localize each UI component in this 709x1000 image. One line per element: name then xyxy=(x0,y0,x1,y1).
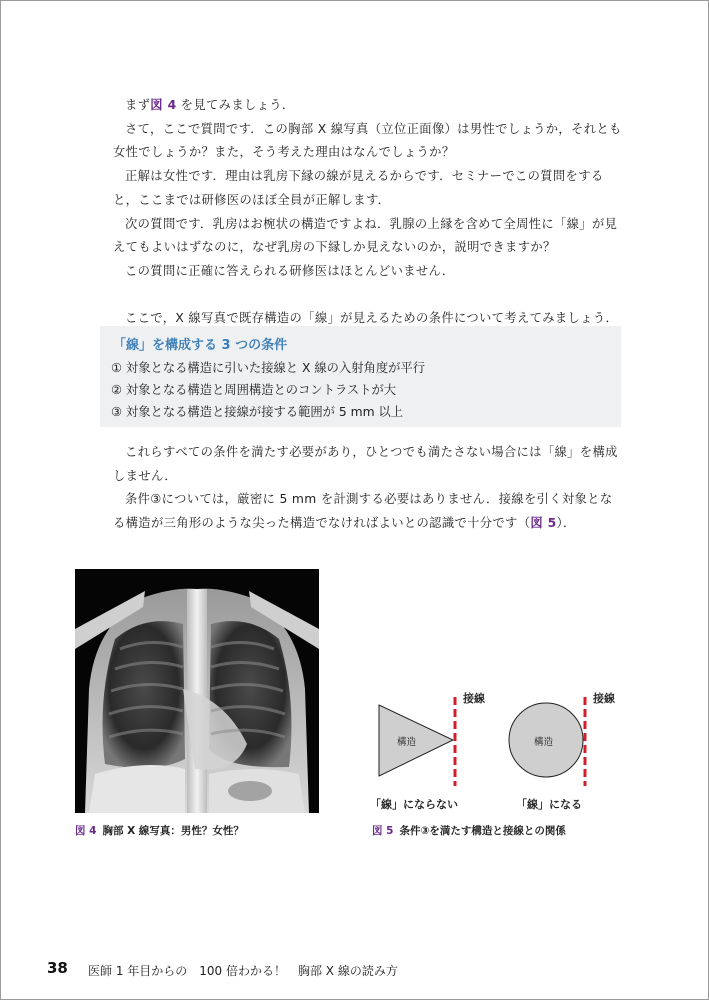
figure-5-diagram xyxy=(370,688,620,818)
paragraph: さて，ここで質問です．この胸部 X 線写真（立位正面像）は男性でしょうか，それとも女性でしょうか？また，そう考えた理由はなんでしょうか？ xyxy=(113,121,622,160)
condition-item: ① 対象となる構造に引いた接線と X 線の入射角度が平行 xyxy=(111,361,426,375)
paragraph: 次の質問です．乳房はお椀状の構造ですよね．乳腺の上縁を含めて全周性に「線」が見えてもよいはずなのに，なぜ乳房の下縁しか見えないのか，説明できますか？ xyxy=(113,216,618,255)
paragraph: まず図 4 を見てみましょう． xyxy=(125,98,295,112)
label-is-line: 「線」になる xyxy=(516,798,582,811)
condition-item: ② 対象となる構造と周囲構造とのコントラストが大 xyxy=(111,383,397,397)
label-not-line: 「線」にならない xyxy=(370,798,458,811)
paragraph: 正解は女性です．理由は乳房下縁の線が見えるからです．セミナーでこの質問をすると，ここまでは研修医のほぼ全員が正解します． xyxy=(113,169,604,207)
structure-label-triangle: 構造 xyxy=(397,737,417,748)
condition-item: ③ 対象となる構造と接線が接する範囲が 5 mm 以上 xyxy=(111,405,404,419)
figure-reference[interactable]: 図 4 xyxy=(150,98,177,112)
body-text-lower xyxy=(113,441,623,536)
paragraph: 条件③については，厳密に 5 mm を計測する必要はありません．接線を引く対象となる構造が三角形のような尖った構造でなければよいとの認識で十分です（図 5）． xyxy=(113,492,613,531)
running-footer: 医師 1 年目からの 100 倍わかる！ 胸部 X 線の読み方 xyxy=(88,964,398,978)
figure-4-number: 図 4 xyxy=(75,825,97,837)
conditions-box xyxy=(100,326,621,427)
tangent-label-right: 接線 xyxy=(593,692,615,705)
figure-5-caption: 図 5 条件③を満たす構造と接線との関係 xyxy=(372,825,566,837)
paragraph: この質問に正確に答えられる研修医はほとんどいません． xyxy=(125,263,455,278)
box-title: 「線」を構成する 3 つの条件 xyxy=(113,338,288,353)
figure-4-caption: 図 4 胸部 X 線写真：男性？女性？ xyxy=(75,825,244,837)
figure-5-number: 図 5 xyxy=(372,825,394,837)
paragraph: ここで，X 線写真で既存構造の「線」が見えるための条件について考えてみましょう． xyxy=(125,311,619,326)
figure-reference[interactable]: 図 5 xyxy=(530,516,557,531)
paragraph: これらすべての条件を満たす必要があり，ひとつでも満たさない場合には「線」を構成しません． xyxy=(113,445,618,483)
tangent-label-left: 接線 xyxy=(463,692,485,705)
structure-label-circle: 構造 xyxy=(534,737,554,748)
body-text-upper xyxy=(113,94,623,331)
page-number: 38 xyxy=(47,959,68,977)
chest-xray-image xyxy=(75,569,319,813)
